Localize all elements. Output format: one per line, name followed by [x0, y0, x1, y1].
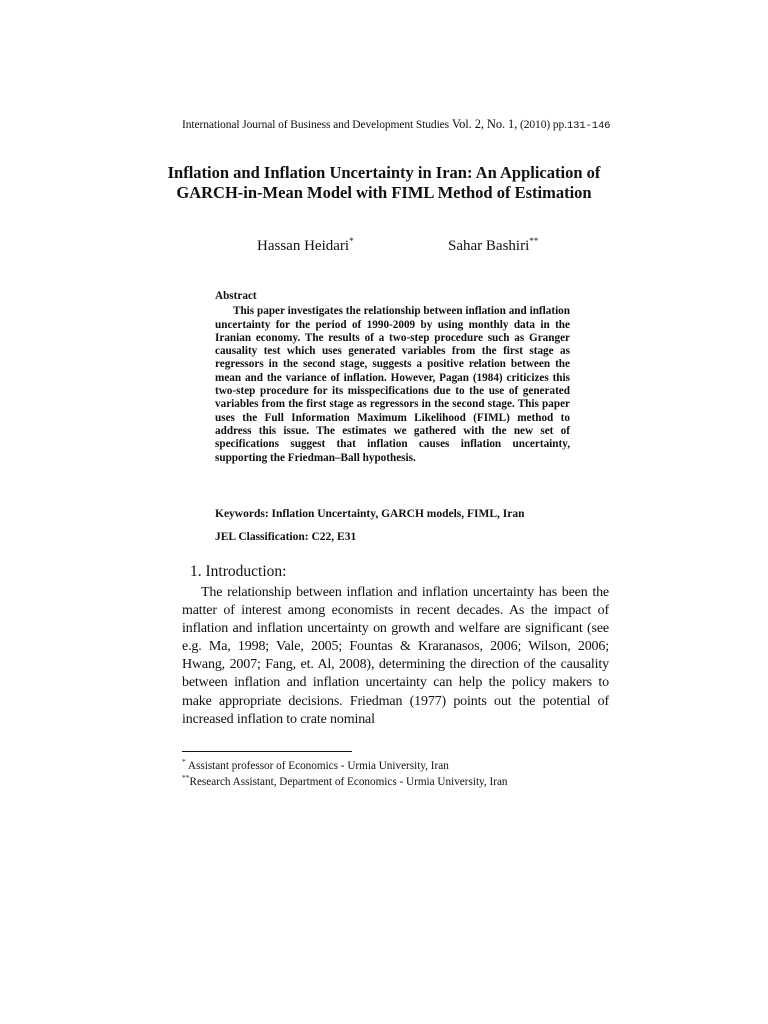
author-1 [257, 236, 354, 255]
author-2-name: Sahar Bashiri [448, 238, 530, 254]
abstract-text: This paper investigates the relationship between inflation and inflation uncertainty for the period of 1990-2009 by using monthly data in the Iranian economy. The results of a two-step procedure such as Granger causality test which uses generated variables from the first stage as regressors in the second stage, suggests a positive relation between the mean and the variance of inflation. However, Pagan (1984) criticizes this two-step procedure for its misspecifications due to the use of generated variables from the first stage as regressors in the second stage. This paper uses the Full Information Maximum Likelihood (FIML) method to address this issue. The estimates we gathered with the new set of specifications suggest that inflation causes inflation uncertainty, supporting the Friedman–Ball hypothesis. [215, 305, 570, 464]
footnote-1-mark: * [182, 757, 186, 766]
journal-name: International Journal of Business and Development Studies [182, 119, 452, 131]
journal-volume: Vol. 2, No. 1, [451, 117, 518, 131]
author-2-mark: ** [529, 236, 539, 246]
jel-classification: JEL Classification: C22, E31 [215, 531, 357, 543]
abstract-heading: Abstract [215, 290, 257, 302]
footnote-2-text: Research Assistant, Department of Economics - Urmia University, Iran [189, 776, 508, 788]
journal-year: (2010) pp. [517, 119, 567, 131]
author-1-mark: * [349, 236, 354, 246]
footnote-divider [182, 751, 352, 752]
author-2 [448, 236, 538, 255]
footnote-1 [182, 757, 449, 772]
footnote-1-text: Assistant professor of Economics - Urmia University, Iran [185, 760, 449, 772]
journal-pages: 131-146 [566, 120, 611, 132]
paper-title: Inflation and Inflation Uncertainty in Iran: An Application of GARCH-in-Mean Model with FIML Method of Estimation [167, 163, 601, 202]
section-heading: 1. Introduction: [190, 563, 287, 580]
journal-header [182, 117, 622, 132]
footnote-2 [182, 773, 508, 788]
body-paragraph: The relationship between inflation and inflation uncertainty has been the matter of interest among economists in recent decades. As the impact of inflation and inflation uncertainty on growth and welfare are significant (see e.g. Ma, 1998; Vale, 2005; Fountas & Kraranasos, 2006; Wilson, 2006; Hwang, 2007; Fang, et. Al, 2008), determining the direction of the causality between inflation and inflation uncertainty can help the policy makers to make appropriate decisions. Friedman (1977) points out the potential of increased inflation to crate nominal [182, 585, 609, 727]
footnote-2-mark: ** [182, 773, 190, 782]
author-1-name: Hassan Heidari [257, 238, 350, 254]
keywords: Keywords: Inflation Uncertainty, GARCH models, FIML, Iran [215, 508, 525, 520]
abstract [215, 290, 570, 465]
